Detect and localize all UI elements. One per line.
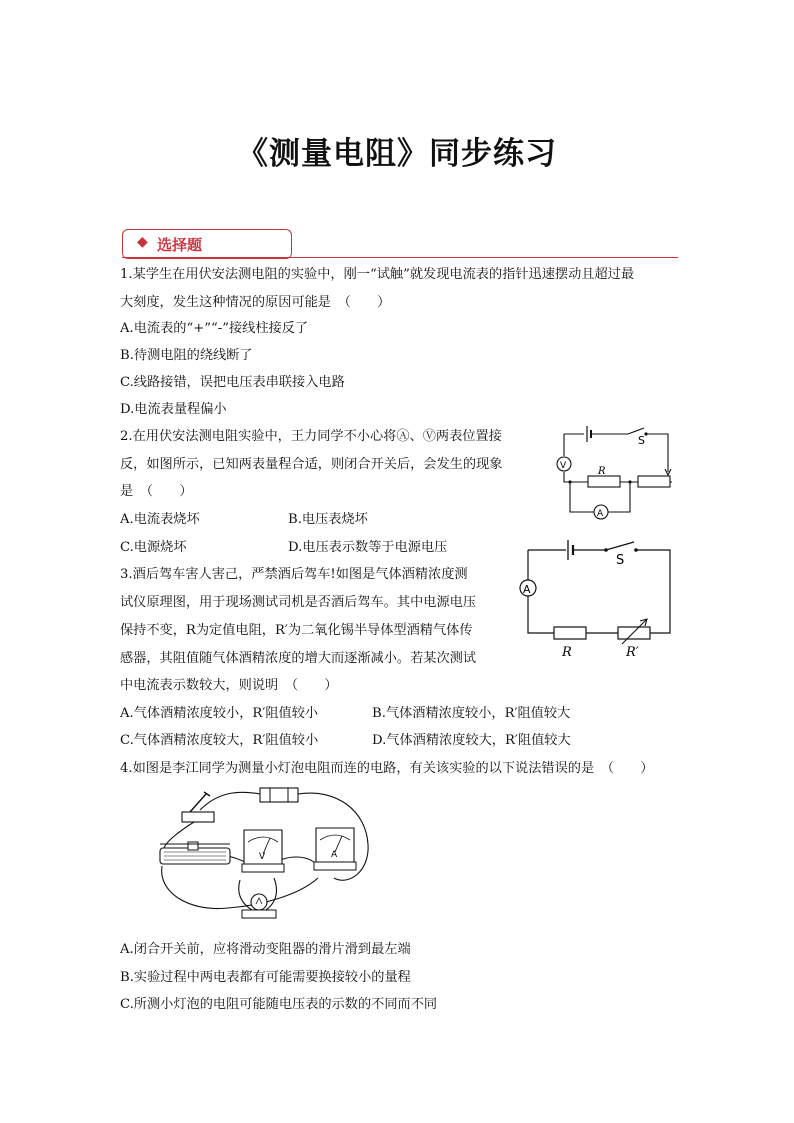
q2-label-r: R	[598, 466, 606, 477]
q4-option-a: A.闭合开关前，应将滑动变阻器的滑片滑到最左端	[120, 942, 411, 957]
q2-label-s: S	[638, 434, 645, 447]
q4-stem: 4.如图是李江同学为测量小灯泡电阻而连的电路，有关该实验的以下说法错误的是 （ ）	[120, 761, 654, 776]
q2-stem-line1: 2.在用伏安法测电阻实验中，王力同学不小心将Ⓐ、Ⓥ两表位置接	[120, 429, 502, 444]
q2-stem-line2: 反，如图所示，已知两表量程合适，则闭合开关后，会发生的现象	[120, 457, 503, 472]
q2-voltmeter-label: V	[560, 461, 567, 471]
q3-option-a: A.气体酒精浓度较小，R′阻值较小	[120, 706, 319, 721]
q1-stem-line2: 大刻度，发生这种情况的原因可能是 （ ）	[120, 295, 391, 310]
q2-option-c: C.电源烧坏	[120, 540, 187, 555]
q3-stem-line1: 3.酒后驾车害人害己，严禁酒后驾车!如图是气体酒精浓度测	[120, 567, 468, 582]
q2-option-d: D.电压表示数等于电源电压	[288, 540, 448, 555]
q2-circuit-diagram	[520, 420, 680, 520]
q3-label-s: S	[616, 553, 625, 568]
q1-stem-line1: 1.某学生在用伏安法测电阻的实验中，刚一“试触”就发现电流表的指针迅速摆动且超过最	[120, 267, 634, 282]
q4-option-b: B.实验过程中两电表都有可能需要换接较小的量程	[120, 970, 411, 985]
q1-option-c: C.线路接错，误把电压表串联接入电路	[120, 375, 345, 390]
q3-stem-line2: 试仪原理图，用于现场测试司机是否酒后驾车。其中电源电压	[120, 595, 477, 610]
q1-option-d: D.电流表量程偏小	[120, 402, 227, 417]
q3-option-c: C.气体酒精浓度较大，R′阻值较小	[120, 733, 319, 748]
q3-option-d: D.气体酒精浓度较大，R′阻值较大	[372, 733, 571, 748]
diamond-icon: ◆	[137, 234, 148, 250]
page-title: 《测量电阻》同步练习	[237, 136, 557, 172]
q3-stem-line3: 保持不变，R为定值电阻，R′为二氧化锡半导体型酒精气体传	[120, 623, 473, 638]
q1-option-b: B.待测电阻的绕线断了	[120, 348, 253, 363]
section-divider	[122, 257, 678, 258]
q2-ammeter-label: A	[597, 509, 604, 519]
q1-option-a: A.电流表的“+”“-”接线柱接反了	[120, 321, 309, 336]
q3-label-r: R	[562, 645, 572, 660]
q3-ammeter-label: A	[523, 583, 531, 596]
q3-circuit-diagram	[510, 538, 680, 663]
q3-stem-line5: 中电流表示数较大，则说明 （ ）	[120, 678, 338, 693]
q2-option-b: B.电压表烧坏	[288, 512, 368, 527]
q3-stem-line4: 感器，其阻值随气体酒精浓度的增大而逐渐减小。若某次测试	[120, 651, 477, 666]
q3-option-b: B.气体酒精浓度较小，R′阻值较大	[372, 706, 571, 721]
q2-stem-line3: 是 （ ）	[120, 484, 193, 499]
q4-experiment-illustration	[148, 782, 380, 932]
q4-voltmeter-label: V	[259, 852, 266, 862]
section-label: 选择题	[157, 236, 203, 254]
section-header	[122, 229, 292, 259]
q4-ammeter-label: A	[331, 850, 338, 860]
q2-option-a: A.电流表烧坏	[120, 512, 200, 527]
q3-label-r-prime: R′	[626, 645, 639, 660]
q4-option-c: C.所测小灯泡的电阻可能随电压表的示数的不同而不同	[120, 997, 438, 1012]
